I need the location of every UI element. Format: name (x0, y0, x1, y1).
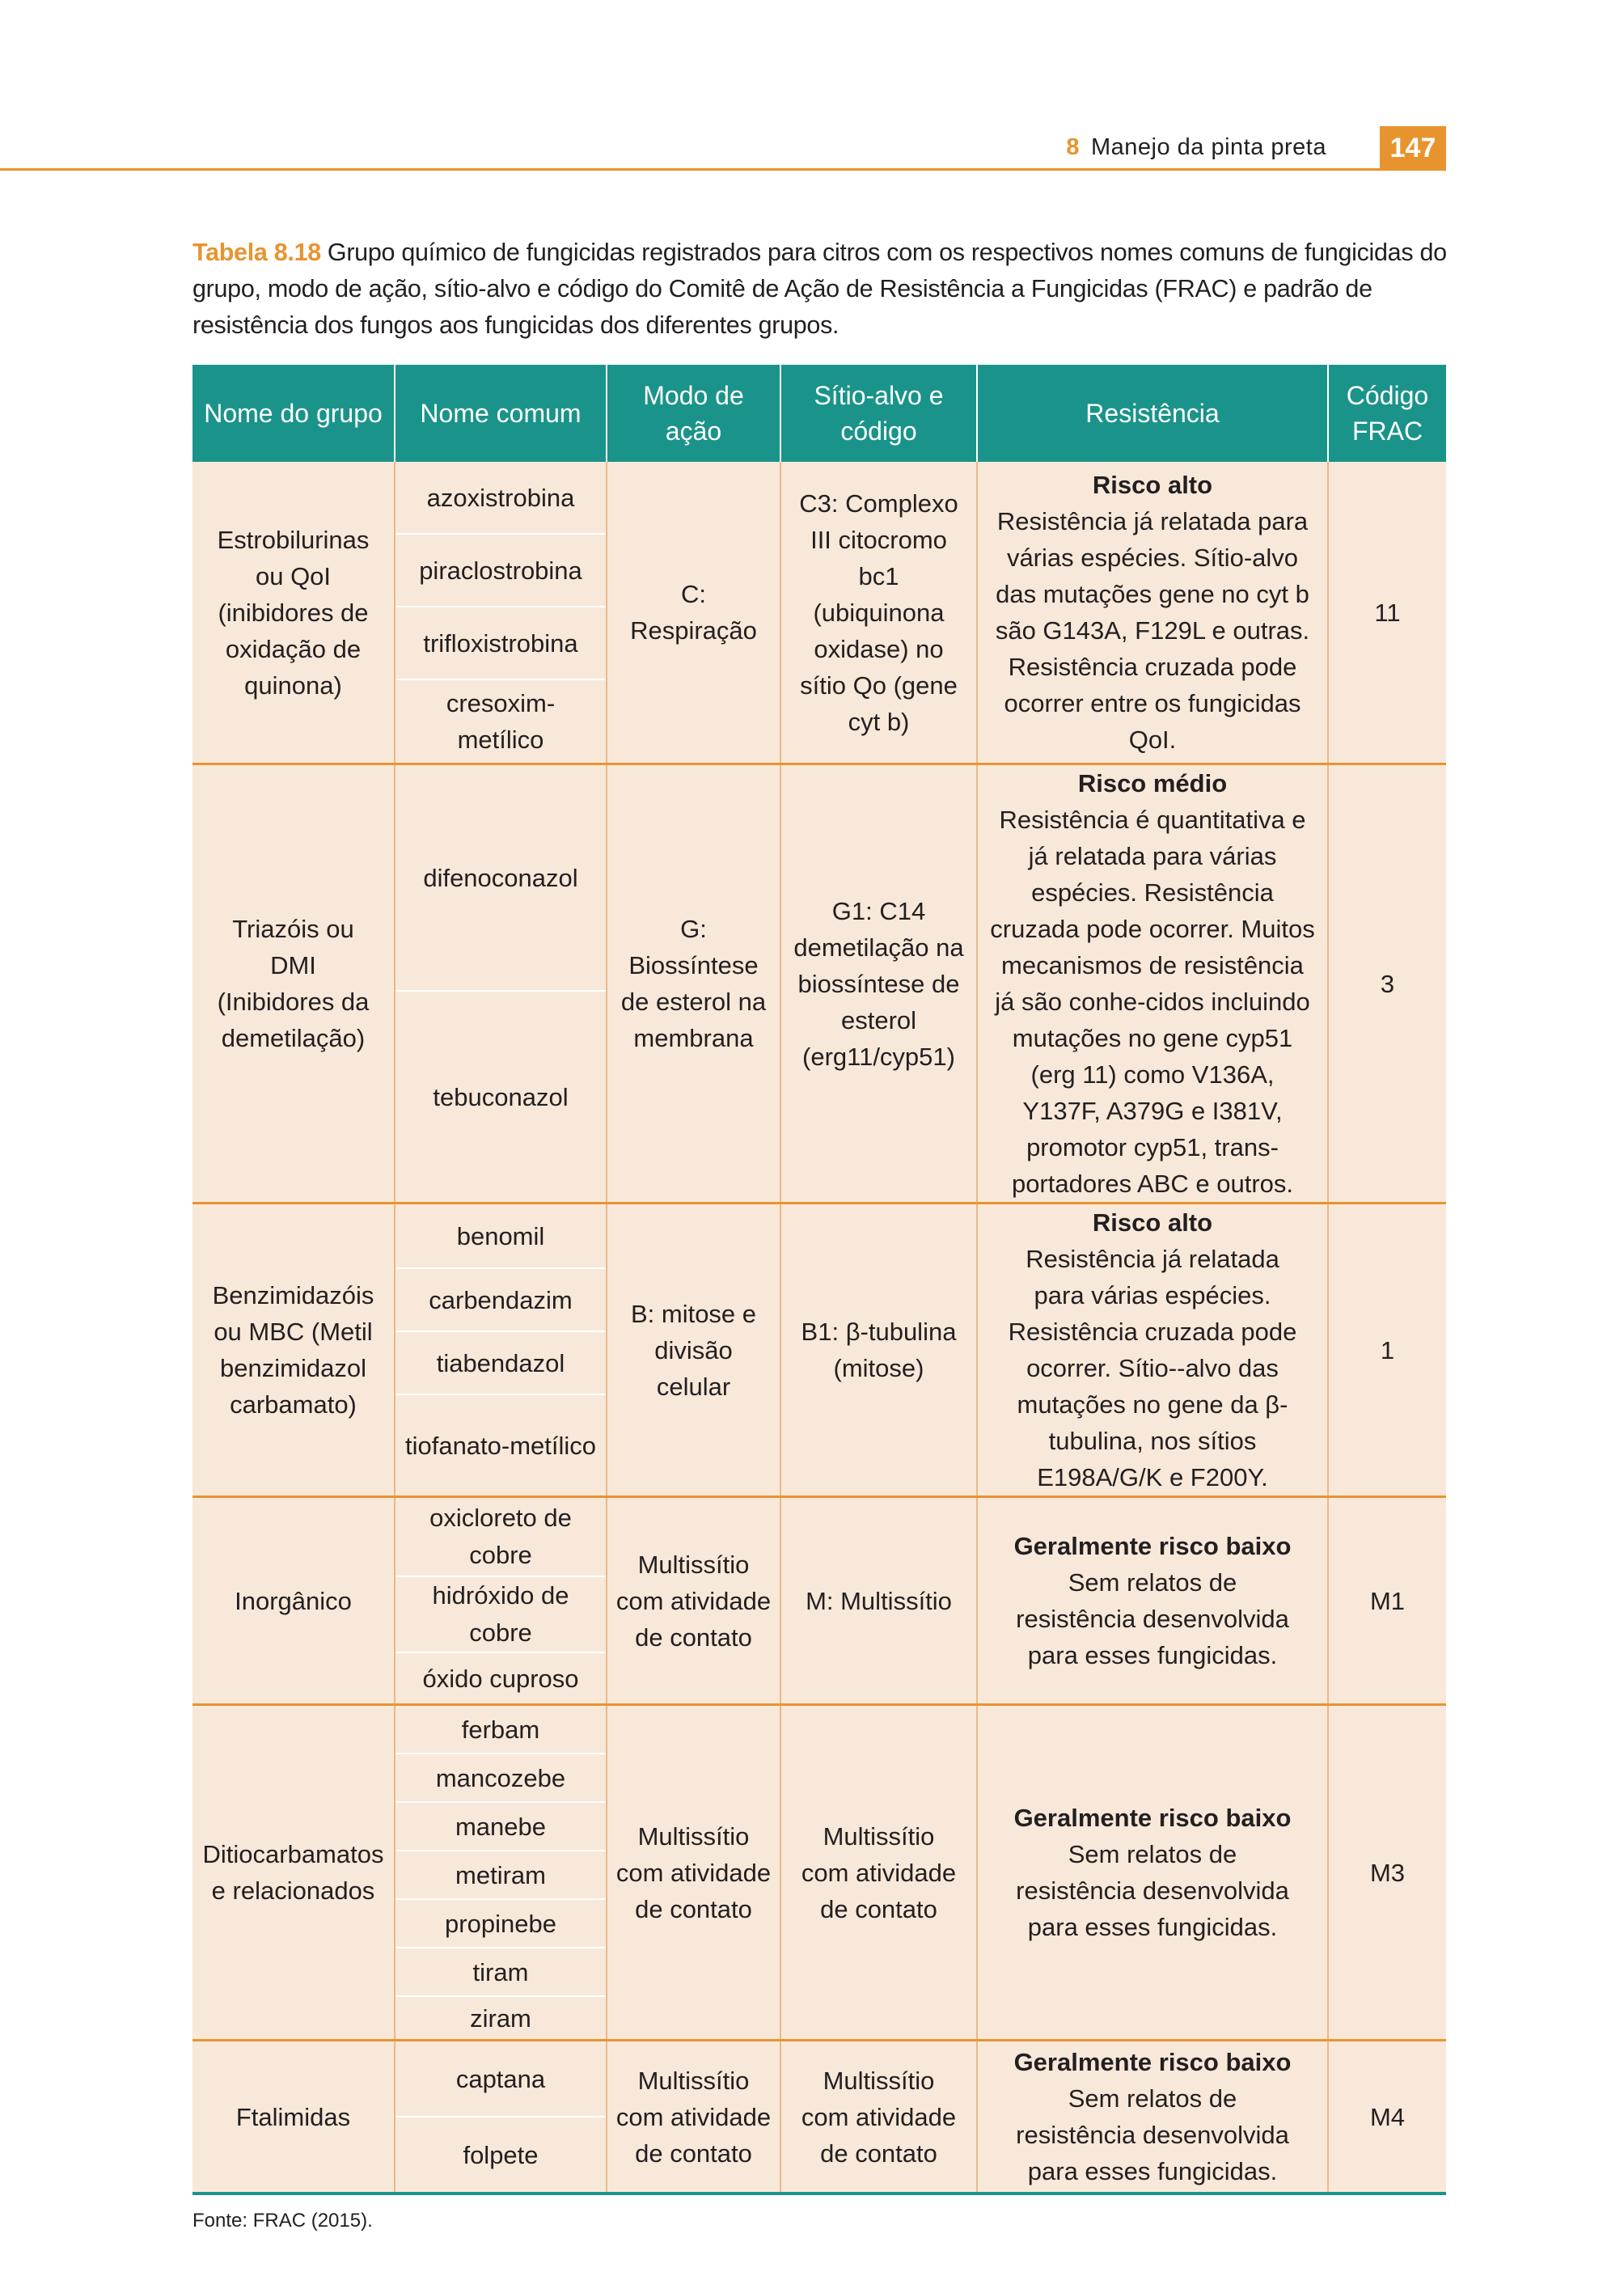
risk-level: Risco médio (1077, 769, 1228, 797)
header-common-name: Nome comum (395, 365, 607, 462)
chapter-number: 8 (1066, 134, 1080, 160)
common-name: trifloxistrobina (395, 607, 607, 679)
frac-code: 1 (1328, 1204, 1446, 1497)
frac-code: 11 (1328, 462, 1446, 764)
common-name: óxido cuproso (395, 1652, 607, 1705)
mode-of-action: Multissítio com atividade de contato (607, 1497, 780, 1705)
header-group: Nome do grupo (192, 365, 395, 462)
frac-code: M3 (1328, 1705, 1446, 2041)
risk-level: Risco alto (1092, 471, 1213, 499)
group-name: Inorgânico (192, 1497, 395, 1705)
resistance (977, 2041, 1328, 2193)
table-label: Tabela 8.18 (192, 239, 321, 266)
common-name: propinebe (395, 1899, 607, 1948)
risk-level: Geralmente risco baixo (1013, 2048, 1292, 2076)
resistance-text: Sem relatos de resistência desenvolvida para esses fungicidas. (1016, 2084, 1289, 2185)
risk-level: Risco alto (1092, 1208, 1213, 1237)
frac-code: M1 (1328, 1497, 1446, 1705)
common-name: mancozebe (395, 1754, 607, 1802)
group-name: Triazóis ou DMI (Inibidores da demetilação) (192, 764, 395, 1204)
resistance-text: Sem relatos de resistência desenvolvida para esses fungicidas. (1016, 1840, 1289, 1941)
common-name: tiram (395, 1948, 607, 1996)
mode-of-action: Multissítio com atividade de contato (607, 2041, 780, 2193)
common-name: captana (395, 2041, 607, 2117)
frac-code: 3 (1328, 764, 1446, 1204)
target-site: G1: C14 demetilação na biossíntese de esterol (erg11/cyp51) (780, 764, 977, 1204)
table-bottom-rule (192, 2192, 1446, 2195)
mode-of-action: C: Respiração (607, 462, 780, 764)
common-name: metiram (395, 1851, 607, 1899)
chapter-title: Manejo da pinta preta (1090, 134, 1326, 160)
common-name: ferbam (395, 1705, 607, 1754)
common-name: cresoxim-metílico (395, 679, 607, 764)
group-name: Ftalimidas (192, 2041, 395, 2193)
fungicide-table (192, 365, 1446, 2192)
resistance (977, 462, 1328, 764)
header-site: Sítio-alvo e código (780, 365, 977, 462)
page-number: 147 (1380, 126, 1446, 170)
resistance-text: Resistência já relatada para várias espécies. Sítio-alvo das mutações gene no cyt b são G143A, F129L e outras. Resistência cruzada pode ocorrer entre os fungicidas QoI. (995, 507, 1310, 754)
table-row (192, 2041, 1446, 2117)
common-name: tiofanato-metílico (395, 1394, 607, 1496)
common-name: difenoconazol (395, 764, 607, 992)
common-name: manebe (395, 1802, 607, 1851)
common-name: ziram (395, 1996, 607, 2041)
target-site: Multissítio com atividade de contato (780, 1705, 977, 2041)
mode-of-action: Multissítio com atividade de contato (607, 1705, 780, 2041)
common-name: hidróxido de cobre (395, 1576, 607, 1652)
resistance-text: Resistência é quantitativa e já relatada para várias espécies. Resistência cruzada pode ocorrer. Muitos mecanismos de resistência já são conhe-cidos incluindo mutações no gene cyp51 (erg 11) como V136A, Y137F, A379G e I381V, promotor cyp51, trans-portadores ABC e outros. (990, 806, 1315, 1198)
common-name: tiabendazol (395, 1331, 607, 1394)
target-site: M: Multissítio (780, 1497, 977, 1705)
resistance (977, 1497, 1328, 1705)
target-site: B1: β-tubulina (mitose) (780, 1204, 977, 1497)
table-row (192, 1204, 1446, 1269)
mode-of-action: B: mitose e divisão celular (607, 1204, 780, 1497)
table-row (192, 462, 1446, 534)
resistance (977, 764, 1328, 1204)
header-resistance: Resistência (977, 365, 1328, 462)
risk-level: Geralmente risco baixo (1013, 1532, 1292, 1560)
table-row (192, 1497, 1446, 1577)
resistance (977, 1705, 1328, 2041)
common-name: piraclostrobina (395, 534, 607, 607)
common-name: carbendazim (395, 1268, 607, 1331)
header-frac-code: Código FRAC (1328, 365, 1446, 462)
table-row (192, 1705, 1446, 1754)
frac-code: M4 (1328, 2041, 1446, 2193)
common-name: folpete (395, 2117, 607, 2192)
common-name: azoxistrobina (395, 462, 607, 534)
group-name: Ditiocarbamatos e relacionados (192, 1705, 395, 2041)
common-name: benomil (395, 1204, 607, 1269)
risk-level: Geralmente risco baixo (1013, 1804, 1292, 1832)
group-name: Benzimidazóis ou MBC (Metil benzimidazol carbamato) (192, 1204, 395, 1497)
group-name: Estrobilurinas ou QoI (inibidores de oxidação de quinona) (192, 462, 395, 764)
table-caption (192, 235, 1448, 344)
header-mode: Modo de ação (607, 365, 780, 462)
resistance-text: Sem relatos de resistência desenvolvida para esses fungicidas. (1016, 1568, 1289, 1669)
page-header (0, 0, 1446, 171)
target-site: Multissítio com atividade de contato (780, 2041, 977, 2193)
resistance-text: Resistência já relatada para várias espécies. Resistência cruzada pode ocorrer. Sítio--alvo das mutações no gene da β-tubulina, nos sítios E198A/G/K e F200Y. (1008, 1245, 1297, 1491)
common-name: oxicloreto de cobre (395, 1497, 607, 1577)
resistance (977, 1204, 1328, 1497)
target-site: C3: Complexo III citocromo bc1 (ubiquinona oxidase) no sítio Qo (gene cyt b) (780, 462, 977, 764)
table-row (192, 764, 1446, 992)
caption-text: Grupo químico de fungicidas registrados para citros com os respectivos nomes comuns de fungicidas do grupo, modo de ação, sítio-alvo e código do Comitê de Ação de Resistência a Fungicidas (FRAC) e padrão de resistência dos fungos aos fungicidas dos diferentes grupos. (192, 239, 1447, 339)
mode-of-action: G: Biossíntese de esterol na membrana (607, 764, 780, 1204)
source-note: Fonte: FRAC (2015). (192, 2210, 373, 2232)
table-header-row (192, 365, 1446, 462)
header-rule (0, 168, 1446, 171)
running-head (1066, 134, 1326, 161)
common-name: tebuconazol (395, 991, 607, 1203)
